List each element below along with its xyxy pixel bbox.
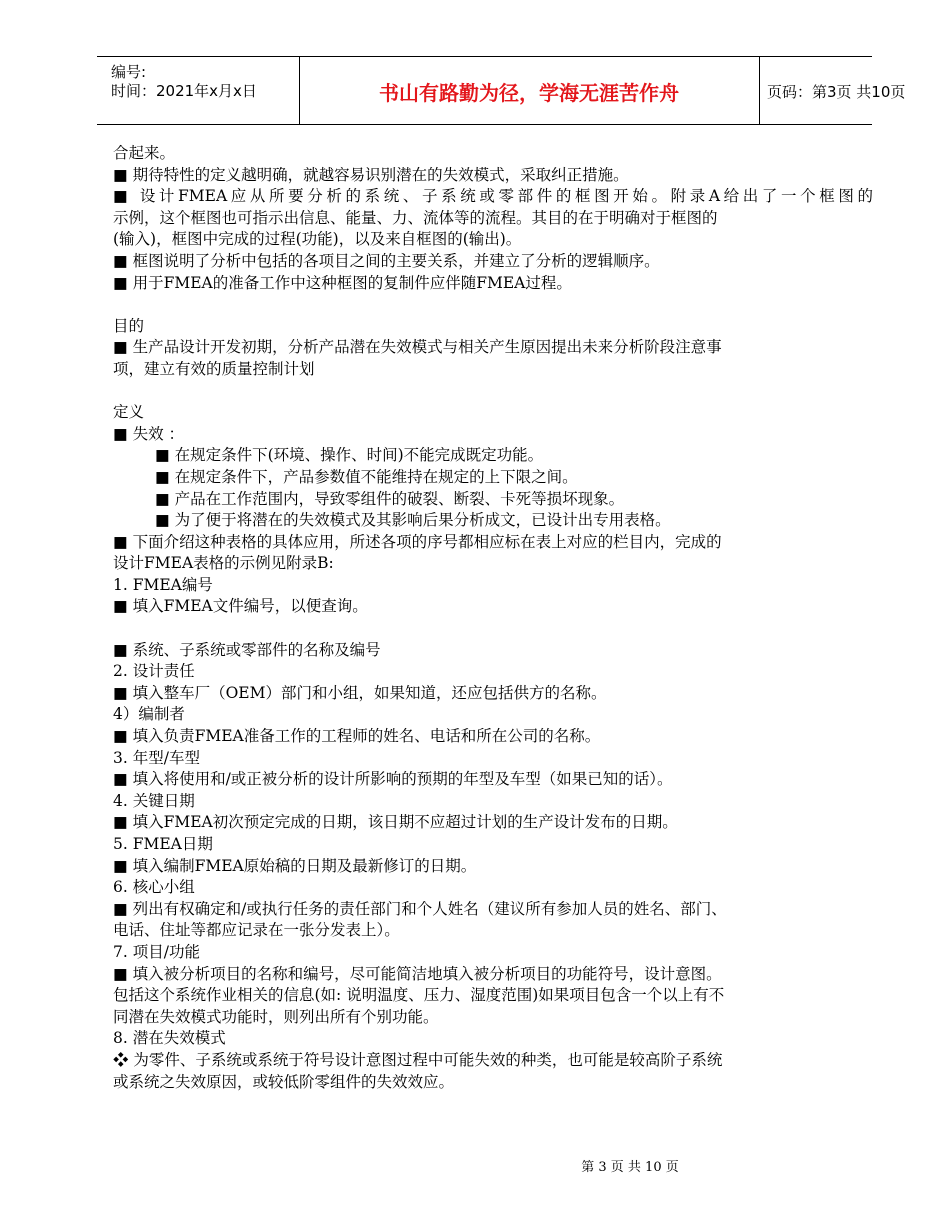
numbered-heading: 4）编制者: [113, 705, 185, 724]
body-line: ■ 失效 ：: [113, 424, 184, 443]
body-line: ■ 系统、子系统或零部件的名称及编号: [113, 640, 381, 659]
body-line: 或系统之失效原因，或较低阶零组件的失效效应。: [113, 1072, 455, 1091]
sub-bullet-line: ■ 在规定条件下(环境、操作、时间)不能完成既定功能。: [155, 446, 544, 465]
blank-line: [113, 294, 873, 316]
blank-line: [113, 618, 873, 640]
body-line: ■ 期待特性的定义越明确，就越容易识别潜在的失效模式，采取纠正措施。: [113, 165, 629, 184]
numbered-heading: 8. 潜在失效模式: [113, 1029, 226, 1048]
numbered-heading: 4. 关键日期: [113, 791, 195, 810]
header-motto-cell: [299, 57, 760, 124]
body-line: ■ 填入被分析项目的名称和编号，尽可能简洁地填入被分析项目的功能符号，设计意图。: [113, 964, 722, 983]
body-line: (输入)，框图中完成的过程(功能)，以及来自框图的(输出)。: [113, 230, 522, 249]
body-line: ❖ 为零件、子系统或系统于符号设计意图过程中可能失效的种类，也可能是较高阶子系统: [113, 1050, 723, 1069]
page-footer: 第 3 页 共 10 页: [581, 1160, 679, 1175]
body-line: ■ 生产品设计开发初期，分析产品潜在失效模式与相关产生原因提出未来分析阶段注意事: [113, 338, 722, 357]
section-heading: 目的: [113, 316, 145, 335]
numbered-heading: 3. 年型/车型: [113, 748, 200, 767]
body-line: ■ 列出有权确定和/或执行任务的责任部门和个人姓名（建议所有参加人员的姓名、部门、: [113, 899, 727, 918]
numbered-heading: 6. 核心小组: [113, 878, 195, 897]
page-header: [97, 56, 906, 125]
body-line: 同潜在失效模式功能时，则列出所有个别功能。: [113, 1007, 439, 1026]
motto-text: 书山有路勤为径，学海无涯苦作舟: [379, 81, 679, 105]
body-line: ■ 填入FMEA初次预定完成的日期，该日期不应超过计划的生产设计发布的日期。: [113, 813, 678, 832]
body-line: 电话、住址等都应记录在一张分发表上）。: [113, 921, 400, 940]
body-line: ■ 填入整车厂（OEM）部门和小组，如果知道，还应包括供方的名称。: [113, 683, 607, 702]
body-line: ■ 用于FMEA的准备工作中这种框图的复制件应伴随FMEA过程。: [113, 273, 572, 292]
body-line: ■ 下面介绍这种表格的具体应用，所述各项的序号都相应标在表上对应的栏目内，完成的: [113, 532, 722, 551]
body-line: ■ 填入负责FMEA准备工作的工程师的姓名、电话和所在公司的名称。: [113, 727, 601, 746]
page-code: 页码：第3页 共10页: [767, 83, 906, 101]
sub-bullet-line: ■ 在规定条件下，产品参数值不能维持在规定的上下限之间。: [155, 467, 578, 486]
body-line: 包括这个系统作业相关的信息(如: 说明温度、压力、湿度范围)如果项目包含一个以上有不: [113, 986, 725, 1005]
body-line: ■ 设计FMEA应从所要分析的系统、子系统或零部件的框图开始。附录A给出了一个框图的: [113, 187, 873, 206]
body-line: ■ 填入FMEA文件编号，以便查询。: [113, 597, 368, 616]
document-time-label: 时间：2021年x月x日: [111, 82, 257, 100]
numbered-heading: 7. 项目/功能: [113, 942, 200, 961]
document-body: [113, 143, 873, 1093]
body-line: 示例，这个框图也可指示出信息、能量、力、流体等的流程。其目的在于明确对于框图的: [113, 208, 718, 227]
body-line: 设计FMEA表格的示例见附录B:: [113, 554, 334, 573]
header-page-cell: [760, 57, 906, 124]
section-heading: 定义: [113, 403, 145, 422]
body-line: 合起来。: [113, 144, 176, 162]
blank-line: [113, 381, 873, 403]
numbered-heading: 5. FMEA日期: [113, 835, 213, 853]
body-line: ■ 填入将使用和/或正被分析的设计所影响的预期的年型及车型（如果已知的话）。: [113, 770, 673, 789]
sub-bullet-line: ■ 产品在工作范围内，导致零组件的破裂、断裂、卡死等损坏现象。: [155, 489, 625, 508]
document-number-label: 编号:: [111, 63, 147, 81]
body-line: ■ 框图说明了分析中包括的各项目之间的主要关系，并建立了分析的逻辑顺序。: [113, 251, 660, 270]
numbered-heading: 1. FMEA编号: [113, 575, 213, 594]
numbered-heading: 2. 设计责任: [113, 662, 195, 681]
body-line: 项，建立有效的质量控制计划: [113, 359, 315, 378]
sub-bullet-line: ■ 为了便于将潜在的失效模式及其影响后果分析成文，已设计出专用表格。: [155, 511, 671, 530]
body-line: ■ 填入编制FMEA原始稿的日期及最新修订的日期。: [113, 856, 477, 875]
header-info-cell: [97, 57, 300, 124]
